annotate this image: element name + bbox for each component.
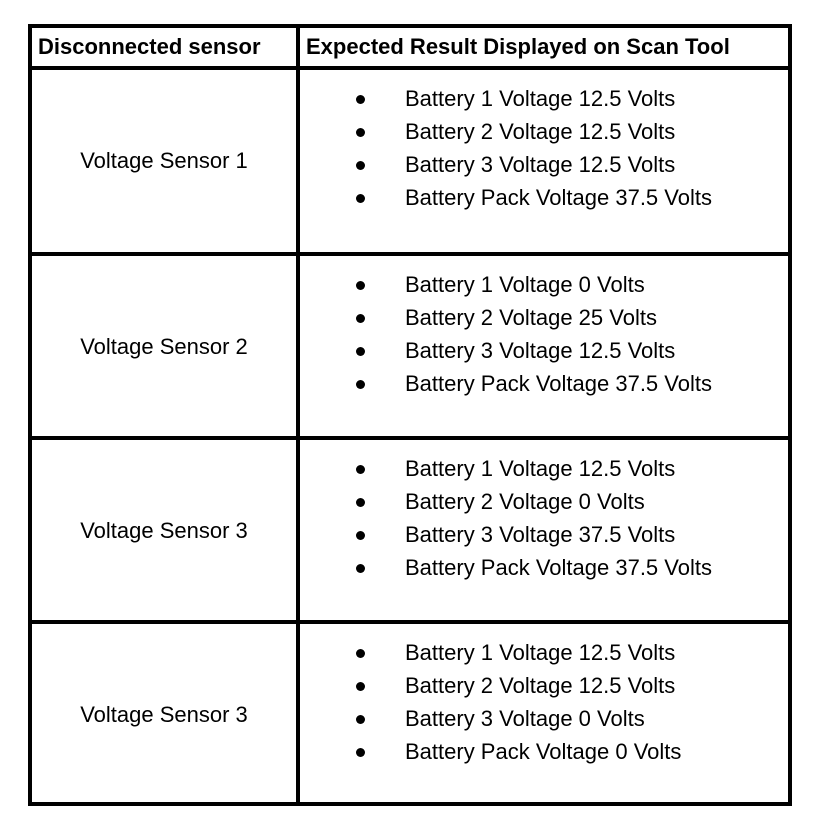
list-item	[300, 454, 790, 487]
result-list	[300, 638, 790, 770]
list-item	[300, 638, 790, 671]
result-text: Battery 3 Voltage 12.5 Volts	[405, 152, 676, 177]
list-item	[300, 270, 790, 303]
sensor-label: Voltage Sensor 3	[80, 702, 248, 727]
list-item	[300, 183, 790, 216]
result-list	[300, 454, 790, 586]
bullet-icon	[356, 380, 365, 389]
bullet-icon	[356, 95, 365, 104]
bullet-icon	[356, 682, 365, 691]
bullet-icon	[356, 498, 365, 507]
list-item	[300, 369, 790, 402]
result-text: Battery 1 Voltage 12.5 Volts	[405, 640, 676, 665]
result-text: Battery Pack Voltage 37.5 Volts	[405, 371, 712, 396]
result-text: Battery 2 Voltage 12.5 Volts	[405, 119, 676, 144]
list-item	[300, 336, 790, 369]
bullet-icon	[356, 715, 365, 724]
list-item	[300, 737, 790, 770]
bullet-icon	[356, 281, 365, 290]
sensor-label: Voltage Sensor 3	[80, 518, 248, 543]
table-row	[32, 70, 788, 252]
result-text: Battery Pack Voltage 0 Volts	[405, 739, 682, 764]
bullet-icon	[356, 128, 365, 137]
bullet-icon	[356, 531, 365, 540]
result-text: Battery Pack Voltage 37.5 Volts	[405, 555, 712, 580]
bullet-icon	[356, 347, 365, 356]
result-text: Battery 3 Voltage 12.5 Volts	[405, 338, 676, 363]
scan-tool-results-table	[28, 24, 792, 806]
result-text: Battery 3 Voltage 0 Volts	[405, 706, 645, 731]
list-item	[300, 303, 790, 336]
bullet-icon	[356, 194, 365, 203]
bullet-icon	[356, 649, 365, 658]
bullet-icon	[356, 748, 365, 757]
list-item	[300, 84, 790, 117]
list-item	[300, 487, 790, 520]
result-text: Battery 1 Voltage 0 Volts	[405, 272, 645, 297]
header-expected-result: Expected Result Displayed on Scan Tool	[306, 34, 730, 59]
result-text: Battery 1 Voltage 12.5 Volts	[405, 86, 676, 111]
table-row	[32, 256, 788, 438]
list-item	[300, 150, 790, 183]
result-text: Battery Pack Voltage 37.5 Volts	[405, 185, 712, 210]
result-text: Battery 1 Voltage 12.5 Volts	[405, 456, 676, 481]
result-text: Battery 3 Voltage 37.5 Volts	[405, 522, 676, 547]
list-item	[300, 520, 790, 553]
bullet-icon	[356, 314, 365, 323]
list-item	[300, 671, 790, 704]
result-text: Battery 2 Voltage 25 Volts	[405, 305, 657, 330]
table-row	[32, 624, 788, 806]
result-text: Battery 2 Voltage 0 Volts	[405, 489, 645, 514]
list-item	[300, 553, 790, 586]
result-list	[300, 270, 790, 402]
list-item	[300, 117, 790, 150]
bullet-icon	[356, 161, 365, 170]
sensor-label: Voltage Sensor 2	[80, 334, 248, 359]
sensor-label: Voltage Sensor 1	[80, 148, 248, 173]
table-row	[32, 440, 788, 622]
bullet-icon	[356, 465, 365, 474]
result-list	[300, 84, 790, 216]
bullet-icon	[356, 564, 365, 573]
list-item	[300, 704, 790, 737]
header-disconnected-sensor: Disconnected sensor	[38, 34, 261, 59]
result-text: Battery 2 Voltage 12.5 Volts	[405, 673, 676, 698]
